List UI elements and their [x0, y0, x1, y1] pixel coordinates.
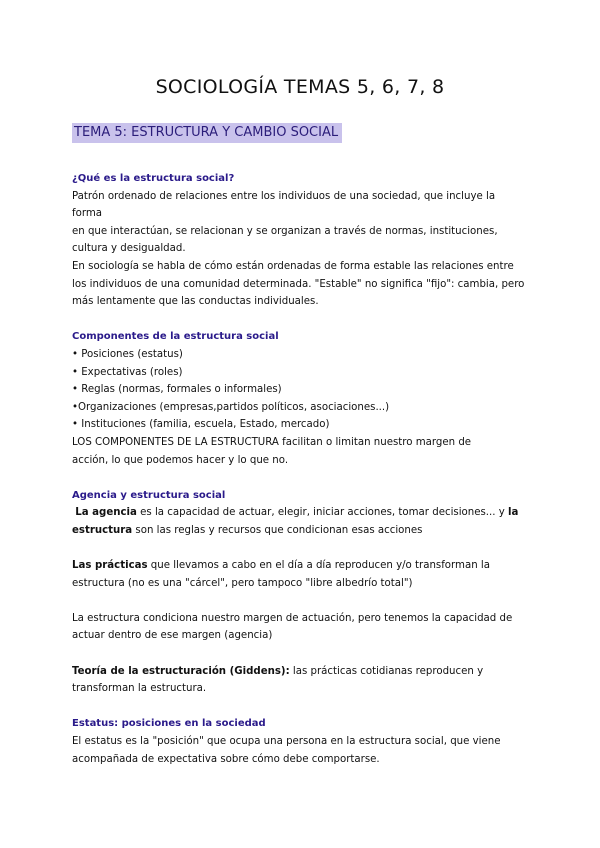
heading-componentes: Componentes de la estructura social	[72, 331, 279, 343]
paragraph-line: en que interactúan, se relacionan y se organizan a través de normas, instituciones,	[72, 225, 498, 237]
text-run: que llevamos a cabo en el día a día reproducen y/o transforman la	[147, 560, 490, 572]
paragraph-line: La estructura condiciona nuestro margen de actuación, pero tenemos la capacidad de	[72, 612, 513, 624]
paragraph-line	[72, 663, 528, 681]
paragraph-line: actuar dentro de ese margen (agencia)	[72, 630, 273, 642]
section-title: TEMA 5: ESTRUCTURA Y CAMBIO SOCIAL	[72, 123, 342, 143]
paragraph-line: los individuos de una comunidad determinada. "Estable" no significa "fijo": cambia, pero	[72, 278, 525, 290]
bold-term: Teoría de la estructuración (Giddens):	[72, 665, 290, 677]
list-item: • Instituciones (familia, escuela, Estado, mercado)	[72, 419, 330, 431]
heading-agencia: Agencia y estructura social	[72, 489, 226, 501]
bold-term: La agencia	[75, 507, 137, 519]
paragraph-line: estructura (no es una "cárcel", pero tampoco "libre albedrío total")	[72, 577, 413, 589]
document-body	[72, 170, 528, 768]
text-run: las prácticas cotidianas reproducen y	[289, 665, 484, 677]
text-run: es la capacidad de actuar, elegir, iniciar acciones, tomar decisiones... y	[136, 507, 509, 519]
list-item: • Expectativas (roles)	[72, 366, 183, 378]
paragraph-line: Patrón ordenado de relaciones entre los individuos de una sociedad, que incluye la forma	[72, 190, 496, 220]
paragraph-line: El estatus es la "posición" que ocupa una persona en la estructura social, que viene	[72, 736, 501, 747]
paragraph-line: En sociología se habla de cómo están ordenadas de forma estable las relaciones entre	[72, 260, 514, 272]
paragraph-line: más lentamente que las conductas individuales.	[72, 296, 319, 308]
heading-estatus: Estatus: posiciones en la sociedad	[72, 718, 266, 730]
paragraph-line: LOS COMPONENTES DE LA ESTRUCTURA facilitan o limitan nuestro margen de	[72, 436, 472, 448]
paragraph-line: acción, lo que podemos hacer y lo que no.	[72, 454, 289, 466]
list-item: •Organizaciones (empresas,partidos políticos, asociaciones...)	[72, 401, 390, 413]
paragraph-line	[72, 557, 528, 575]
paragraph-line	[72, 522, 528, 540]
list-item: • Reglas (normas, formales o informales)	[72, 384, 282, 396]
document-title: SOCIOLOGÍA TEMAS 5, 6, 7, 8	[155, 76, 445, 98]
paragraph-line: transforman la estructura.	[72, 683, 207, 695]
paragraph-line	[72, 504, 528, 522]
bold-term: Las prácticas	[72, 560, 148, 572]
paragraph-line: acompañada de expectativa sobre cómo debe comportarse.	[72, 753, 380, 765]
text-run: son las reglas y recursos que condicionan esas acciones	[132, 524, 423, 536]
bold-term: la	[508, 507, 519, 519]
bold-term: estructura	[72, 524, 133, 536]
list-item: • Posiciones (estatus)	[72, 348, 183, 360]
heading-que-es-estructura: ¿Qué es la estructura social?	[72, 173, 235, 184]
paragraph-line: cultura y desigualdad.	[72, 243, 186, 255]
